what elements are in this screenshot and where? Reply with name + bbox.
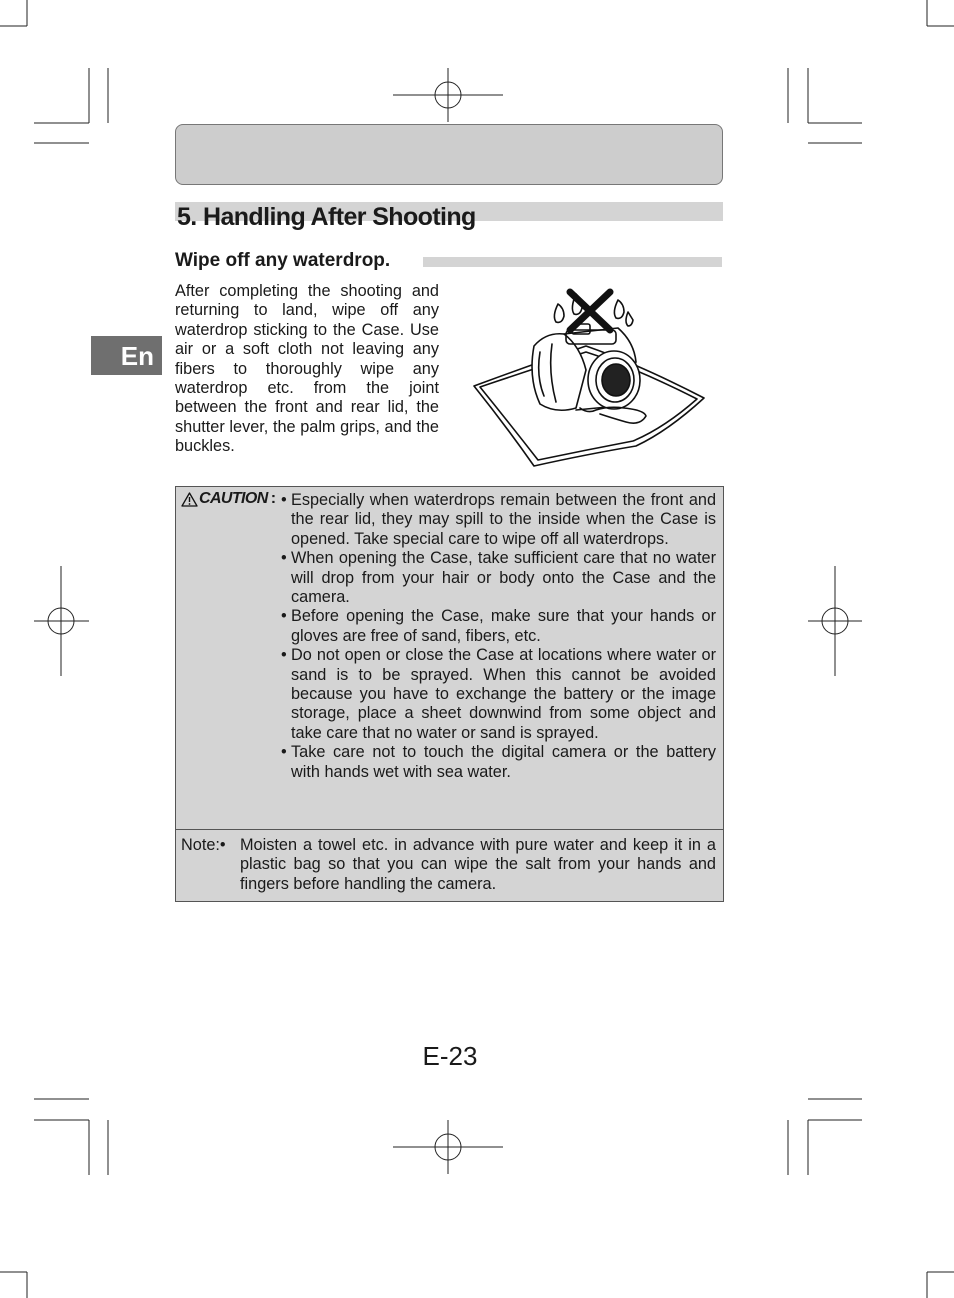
wipe-heading: Wipe off any waterdrop.: [175, 250, 391, 271]
camera-case-illustration: [468, 286, 710, 468]
caution-colon: :: [270, 490, 276, 507]
caution-word: CAUTION: [199, 490, 268, 507]
header-bar: [175, 124, 723, 185]
language-tab: En: [91, 336, 162, 375]
page-number: E-23: [422, 1041, 478, 1071]
caution-item: • Before opening the Case, make sure that your hands or gloves are free of sand, fibers, etc.: [281, 607, 716, 645]
caution-item: • Especially when waterdrops remain between the front and the rear lid, they may spill to the inside when the Case is opened. Take special care to wipe off all waterdrops.: [281, 491, 716, 548]
note-divider: [175, 829, 724, 830]
warning-triangle-icon: [181, 492, 198, 507]
note-text: Moisten a towel etc. in advance with pure water and keep it in a plastic bag so that you can wipe the salt from your hands and fingers before handling the camera.: [240, 836, 716, 893]
note-label: Note:•: [181, 836, 226, 854]
caution-item: • Do not open or close the Case at locations where water or sand is to be sprayed. When this cannot be avoided because you have to exchange the battery or the image storage, place a sheet downwind from some object and take care that no water or sand is sprayed.: [281, 646, 716, 742]
subheading-rule: [423, 257, 722, 267]
section-title: 5. Handling After Shooting: [177, 203, 476, 231]
caution-list: [281, 491, 716, 782]
wipe-instructions: After completing the shooting and returning to land, wipe off any waterdrop sticking to the Case. Use air or a soft cloth not leaving any fibers to thoroughly wipe any waterdrop etc. from the joint between the front and rear lid, the shutter lever, the palm grips, and the buckles.: [175, 282, 439, 456]
caution-item: • Take care not to touch the digital camera or the battery with hands wet with sea water.: [281, 743, 716, 781]
caution-label: [181, 490, 275, 508]
caution-item: • When opening the Case, take sufficient care that no water will drop from your hair or body onto the Case and the camera.: [281, 549, 716, 607]
